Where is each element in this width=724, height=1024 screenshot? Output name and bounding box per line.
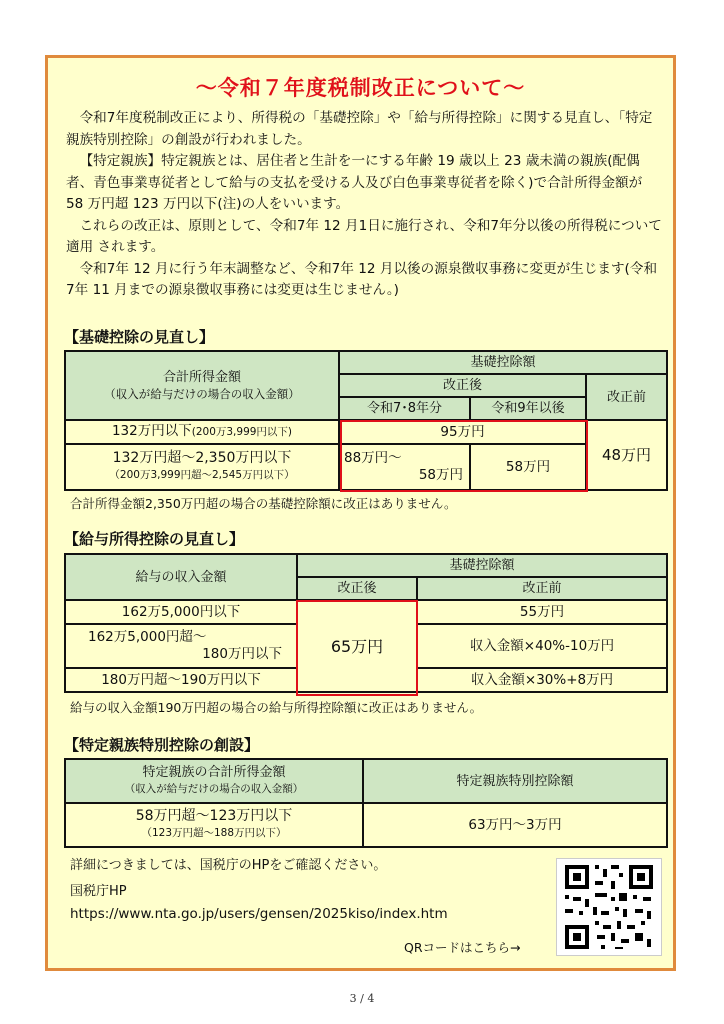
after-value: 65万円 (297, 600, 417, 692)
row3-income: 180万円超～190万円以下 (65, 668, 297, 692)
row2-income-sub: （200万3,999円超～2,545万円以下） (109, 469, 295, 481)
header-income-sub: （収入が給与だけの場合の収入金額） (124, 783, 304, 795)
notice-frame (45, 55, 676, 971)
row2-r78 (339, 444, 470, 490)
salary-deduction-table (64, 553, 668, 693)
row2-income (65, 624, 297, 668)
basic-deduction-table (64, 350, 668, 491)
header-income (65, 759, 363, 803)
header-salary-income: 給与の収入金額 (65, 554, 297, 600)
header-r78: 令和7･8年分 (339, 397, 470, 420)
detail-text: 詳細につきましては、国税庁のHPをご確認ください。 (70, 858, 387, 873)
row1-income (65, 803, 363, 847)
qr-code-image (557, 859, 661, 955)
row1-income-sub: (200万3,999円以下) (191, 426, 293, 438)
header-income-label: 合計所得金額 (162, 369, 241, 385)
header-deduction: 基礎控除額 (297, 554, 667, 577)
row2-r9: 58万円 (470, 444, 586, 490)
section-heading-salary-deduction: 【給与所得控除の見直し】 (64, 530, 245, 548)
row2-r78-b: 58万円 (418, 467, 463, 483)
header-deduction: 基礎控除額 (339, 351, 667, 374)
section-heading-basic-deduction: 【基礎控除の見直し】 (64, 328, 215, 346)
header-deduction: 特定親族特別控除額 (363, 759, 667, 803)
row2-before: 収入金額×40%-10万円 (417, 624, 667, 668)
intro-paragraph: 【特定親族】特定親族とは、居住者と生計を一にする年齢 19 歳以上 23 歳未満の親族(配偶者、青色事業専従者として給与の支払を受ける人及び白色事業専従者を除く)で合計所得金額が 58 万円超 123 万円以下(注)の人をいいます。 (66, 153, 643, 212)
row2-r78-a: 88万円～ (344, 450, 402, 466)
salary-note: 給与の収入金額190万円超の場合の給与所得控除額に改正はありません。 (70, 700, 483, 715)
intro-text (66, 108, 662, 302)
special-relative-table (64, 758, 668, 848)
row2-income-b: 180万円以下 (202, 646, 282, 662)
row1-amount: 63万円～3万円 (363, 803, 667, 847)
basic-note: 合計所得金額2,350万円超の場合の基礎控除額に改正はありません。 (70, 496, 457, 511)
intro-paragraph: これらの改正は、原則として、令和7年 12 月1日に施行され、令和7年分以後の所得税について適用 されます。 (66, 217, 662, 255)
header-after: 改正後 (339, 374, 586, 397)
header-income-sub: （収入が給与だけの場合の収入金額） (104, 386, 300, 401)
header-after: 改正後 (297, 577, 417, 600)
row1-income-main: 132万円以下 (111, 423, 192, 439)
header-income (65, 351, 339, 420)
qr-label: QRコードはこちら→ (404, 940, 521, 955)
row1-income-sub: （123万円超～188万円以下） (141, 827, 287, 839)
header-r9: 令和9年以後 (470, 397, 586, 420)
row1-before: 55万円 (417, 600, 667, 624)
intro-paragraph: 令和7年度税制改正により、所得税の「基礎控除」や「給与所得控除」に関する見直し、「特定親族特別控除」の創設が行われました。 (66, 110, 653, 148)
row1-after: 95万円 (339, 420, 586, 444)
url-link[interactable]: https://www.nta.go.jp/users/gensen/2025kiso/index.htm (70, 906, 448, 922)
intro-paragraph: 令和7年 12 月に行う年末調整など、令和7年 12 月以後の源泉徴収事務に変更が生じます(令和7年 11 月までの源泉徴収事務には変更は生じません。) (66, 260, 658, 298)
header-before: 改正前 (586, 374, 667, 420)
hp-label: 国税庁HP (70, 884, 127, 899)
row1-income (65, 420, 339, 444)
page-title: ～令和７年度税制改正について～ (195, 76, 526, 100)
row1-income: 162万5,000円以下 (65, 600, 297, 624)
section-heading-special-relative: 【特定親族特別控除の創設】 (64, 736, 260, 754)
row2-income (65, 444, 339, 490)
page-number: 3 / 4 (349, 992, 375, 1005)
qr-code[interactable] (556, 858, 662, 956)
row2-income-main: 132万円超～2,350万円以下 (112, 450, 292, 466)
row2-income-a: 162万5,000円超～ (88, 629, 207, 645)
row1-income-main: 58万円超～123万円以下 (135, 808, 293, 824)
header-before: 改正前 (417, 577, 667, 600)
before-value: 48万円 (586, 420, 667, 490)
row3-before: 収入金額×30%+8万円 (417, 668, 667, 692)
header-income-label: 特定親族の合計所得金額 (142, 765, 286, 780)
